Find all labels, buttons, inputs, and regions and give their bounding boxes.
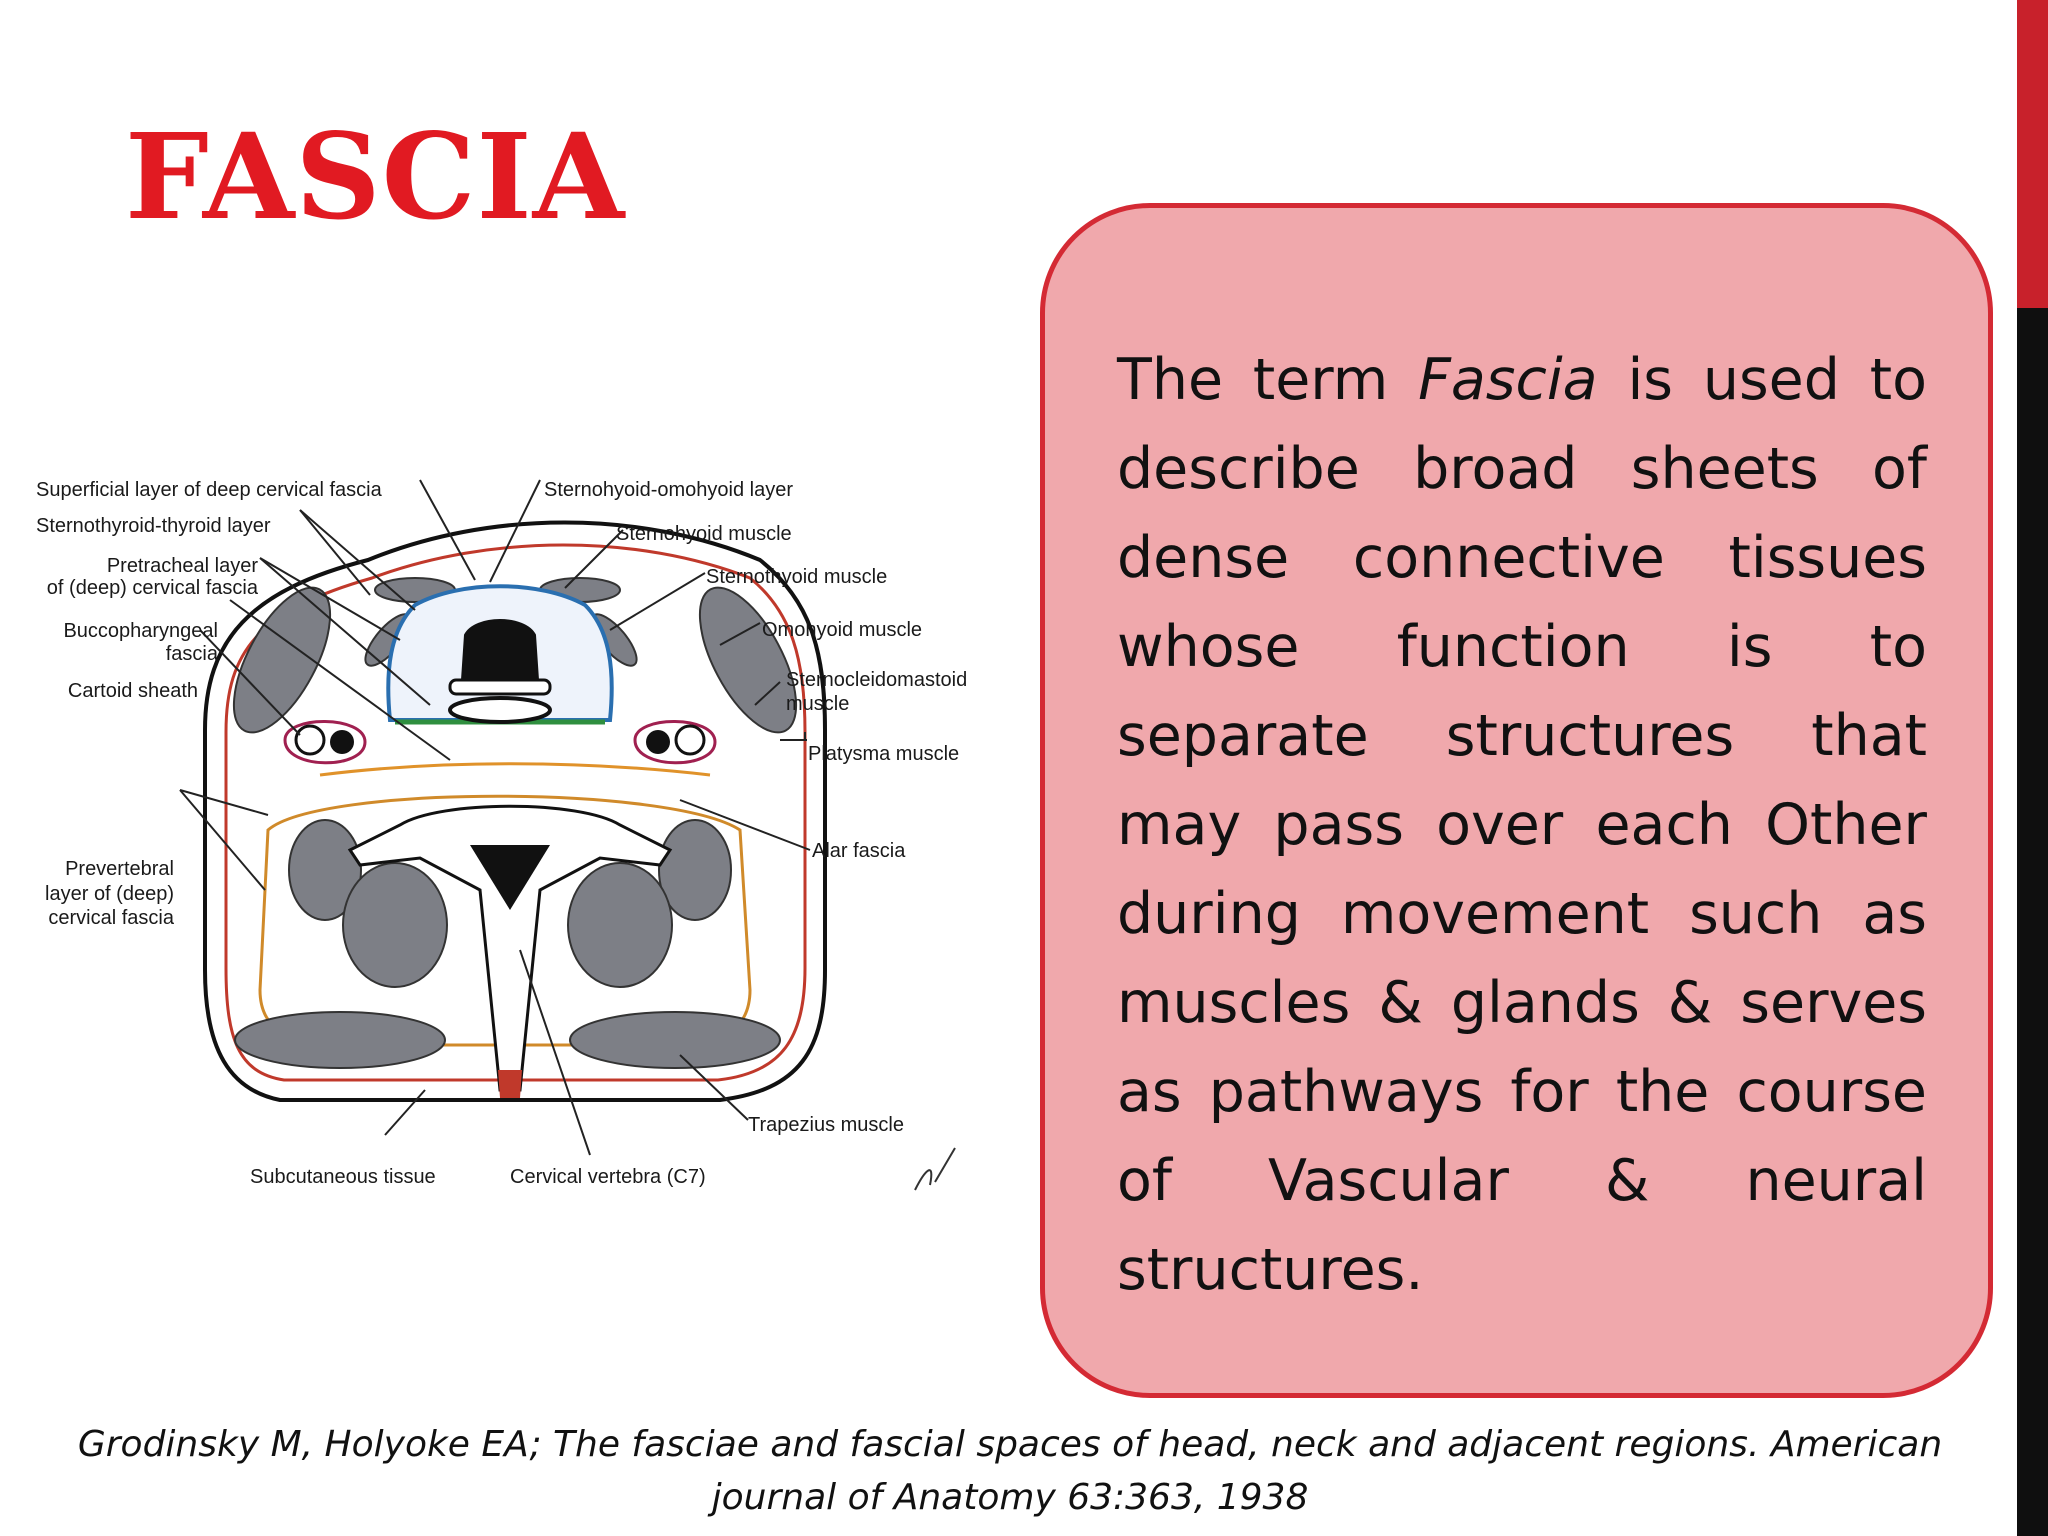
jugular-vein-left xyxy=(330,730,354,754)
definition-callout xyxy=(1040,203,1993,1398)
trachea xyxy=(462,620,538,680)
carotid-artery-right xyxy=(676,726,704,754)
label-scm-2: muscle xyxy=(786,693,850,715)
definition-emphasis: Fascia xyxy=(1418,347,1598,413)
trapezius-right xyxy=(570,1012,780,1068)
deep-muscle-right-2 xyxy=(568,863,672,987)
label-vertebra: Cervical vertebra (C7) xyxy=(510,1166,706,1188)
label-scm-1: Sternocleidomastoid xyxy=(786,669,968,691)
definition-after: is used to describe broad sheets of dense connective tissues whose function is to separate structures that may pass over each Other during movement such as muscles & glands & serves as pathways for the course of Vascular & neural structures. xyxy=(1117,347,1928,1303)
label-platysma: Platysma muscle xyxy=(808,743,960,765)
neck-cross-section-diagram xyxy=(20,470,1020,1200)
thyroid-ring xyxy=(450,680,550,694)
definition-before: The term xyxy=(1117,347,1419,413)
citation-line-2: journal of Anatomy 63:363, 1938 xyxy=(711,1477,1309,1518)
ligamentum-nuchae xyxy=(498,1070,522,1098)
label-subcutaneous: Subcutaneous tissue xyxy=(250,1166,436,1188)
label-sternothyoid-muscle: Sternothyoid muscle xyxy=(706,566,888,588)
label-superficial-layer: Superficial layer of deep cervical fascia xyxy=(36,479,382,501)
label-prevertebral-1: Prevertebral xyxy=(65,858,174,880)
label-alar-fascia: Alar fascia xyxy=(812,840,906,862)
label-buccopharyngeal-2: fascia xyxy=(165,643,218,665)
label-prevertebral-2: layer of (deep) xyxy=(45,883,174,905)
label-sternohyoid-omohyoid: Sternohyoid-omohyoid layer xyxy=(544,479,794,501)
carotid-artery-left xyxy=(296,726,324,754)
label-buccopharyngeal-1: Buccopharyngeal xyxy=(63,620,218,642)
citation-line-1: Grodinsky M, Holyoke EA; The fasciae and fascial spaces of head, neck and adjacent regions. American xyxy=(77,1424,1943,1465)
citation xyxy=(20,1418,2000,1524)
artist-signature xyxy=(915,1148,955,1190)
label-pretracheal-2: of (deep) cervical fascia xyxy=(46,577,258,599)
deep-muscle-left-2 xyxy=(343,863,447,987)
esophagus xyxy=(450,698,550,722)
edge-accent-bar xyxy=(2017,0,2048,308)
jugular-vein-right xyxy=(646,730,670,754)
label-trapezius: Trapezius muscle xyxy=(748,1114,904,1136)
diagram-svg xyxy=(20,470,1020,1200)
label-carotid-sheath: Cartoid sheath xyxy=(67,680,198,702)
label-sternothyroid-thyroid: Sternothyroid-thyroid layer xyxy=(36,515,271,537)
edge-dark-bar xyxy=(2017,308,2048,1536)
label-prevertebral-3: cervical fascia xyxy=(48,907,174,929)
label-pretracheal-1: Pretracheal layer xyxy=(106,555,258,577)
trapezius-left xyxy=(235,1012,445,1068)
label-sternohyoid-muscle: Sternohyoid muscle xyxy=(616,523,792,545)
definition-text xyxy=(1117,336,1927,1315)
slide-title: FASCIA xyxy=(125,107,626,246)
label-omohyoid-muscle: Omohyoid muscle xyxy=(762,619,923,641)
